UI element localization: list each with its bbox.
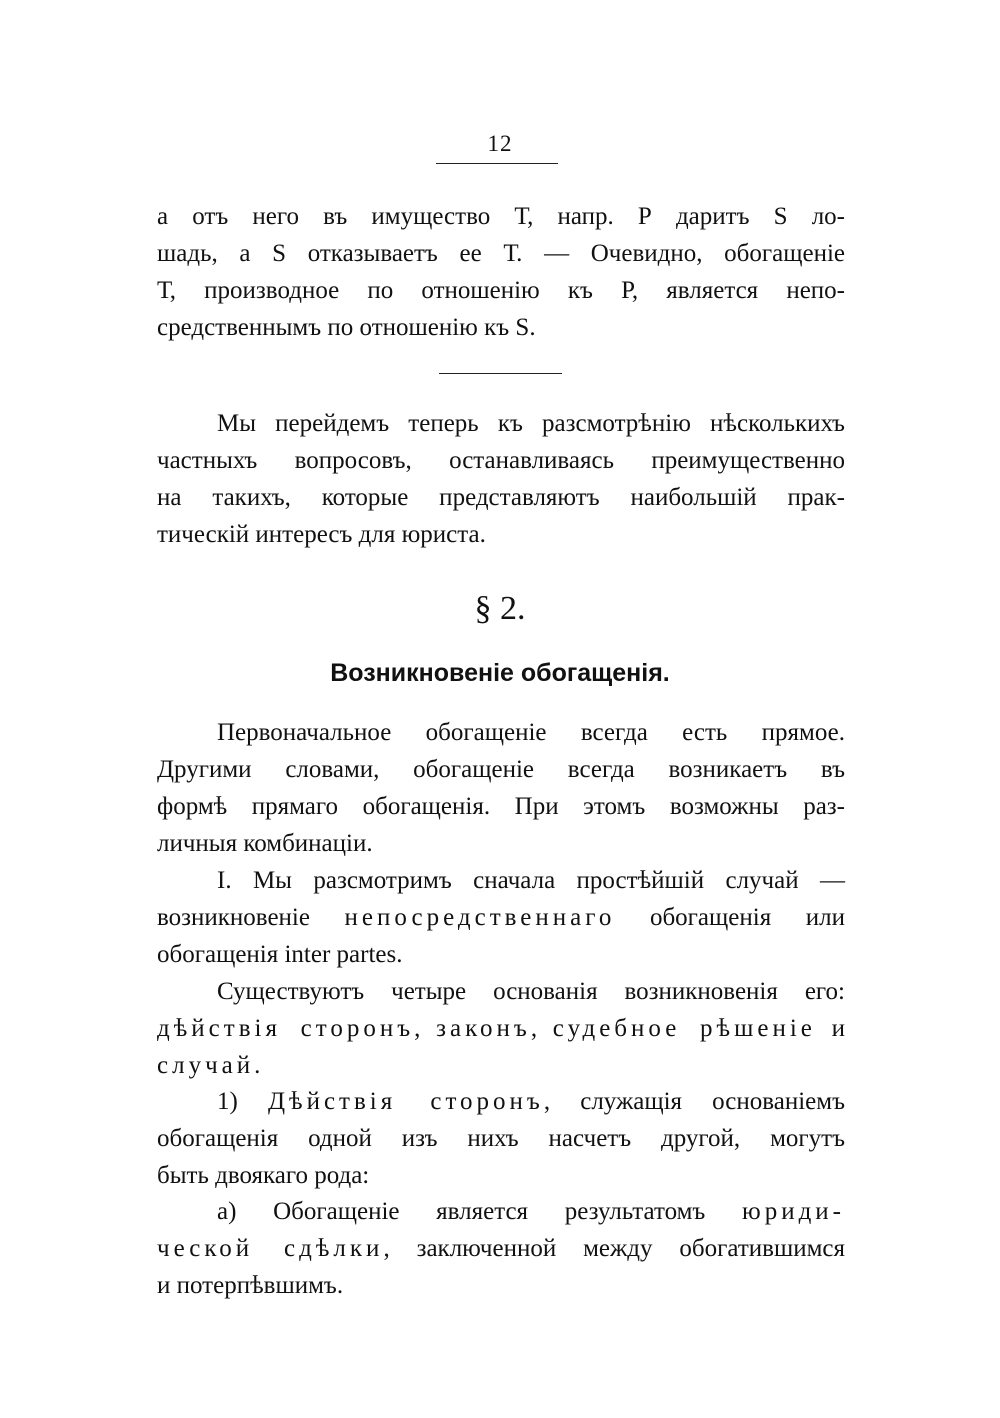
emphasized-text: непосредственнаго — [344, 904, 616, 931]
text-line — [157, 1047, 845, 1084]
paragraph-legal-transaction — [157, 1193, 845, 1304]
page-number: 12 — [487, 131, 513, 156]
paragraph-four-grounds — [157, 973, 845, 1084]
paragraph-direct-enrichment — [157, 714, 845, 862]
paragraph-transition — [157, 405, 845, 553]
paragraph-party-actions — [157, 1083, 845, 1194]
text-line — [157, 1010, 845, 1047]
text-line: быть двоякаго рода: — [157, 1162, 370, 1189]
text-line: Существуютъ четыре основанiя возникновенiя его: — [217, 978, 845, 1005]
text-fragment: 1) — [217, 1088, 268, 1115]
text-line: частныхъ вопросовъ, останавливаясь преимущественно — [157, 447, 845, 474]
header-rule — [436, 163, 558, 164]
text-line — [157, 1230, 845, 1267]
text-line: средственнымъ по отношенiю къ S. — [157, 314, 536, 341]
text-line: обогащенiя одной изъ нихъ насчетъ другой, могутъ — [157, 1125, 845, 1152]
text-fragment: , — [530, 1015, 553, 1042]
text-line: Т, производное по отношенiю къ Р, является непо- — [157, 277, 845, 304]
text-line — [157, 1193, 845, 1230]
text-line: шадь, а S отказываетъ ее Т. — Очевидно, обогащенiе — [157, 240, 845, 267]
emphasized-text: ческой сдѣлки — [157, 1235, 384, 1262]
text-line: а отъ него въ имущество Т, напр. Р даритъ S ло- — [157, 203, 845, 230]
section-divider-rule — [439, 373, 562, 374]
text-line — [157, 899, 845, 936]
text-line — [157, 1083, 845, 1120]
text-line: тическiй интересъ для юриста. — [157, 521, 486, 548]
text-line: I. Мы разсмотримъ сначала простѣйшiй случай — — [217, 867, 845, 894]
text-fragment: , служащiя основанiемъ — [543, 1088, 845, 1115]
text-fragment: возникновенiе — [157, 904, 345, 931]
emphasized-text: законъ — [436, 1015, 531, 1042]
text-fragment: , заключенной между обогатившимся — [383, 1235, 845, 1262]
emphasized-text: юриди- — [742, 1198, 845, 1225]
text-line: Мы перейдемъ теперь къ разсмотрѣнiю нѣсколькихъ — [217, 410, 845, 437]
paragraph-continuation — [157, 198, 845, 346]
emphasized-text: судебное рѣшенiе — [552, 1015, 816, 1042]
text-line: личныя комбинацiи. — [157, 830, 373, 857]
text-line: Первоначальное обогащенiе всегда есть прямое. — [217, 719, 845, 746]
text-fragment: и — [815, 1015, 845, 1042]
text-fragment: обогащенiя или — [615, 904, 845, 931]
emphasized-text: дѣйствiя сторонъ — [157, 1015, 415, 1042]
text-line: Другими словами, обогащенiе всегда возникаетъ въ — [157, 756, 845, 783]
emphasized-text: Дѣйствiя сторонъ — [267, 1088, 544, 1115]
section-title: Возникновенiе обогащенiя. — [330, 659, 670, 687]
text-line: обогащенiя inter partes. — [157, 941, 403, 968]
text-fragment: , — [414, 1015, 437, 1042]
text-line: формѣ прямаго обогащенiя. При этомъ возможны раз- — [157, 793, 845, 820]
emphasized-text: случай — [157, 1052, 255, 1079]
section-number: § 2. — [474, 590, 526, 627]
text-fragment: а) Обогащенiе является результатомъ — [217, 1198, 743, 1225]
text-line: и потерпѣвшимъ. — [157, 1272, 344, 1299]
paragraph-simplest-case — [157, 862, 845, 973]
text-line: на такихъ, которые представляютъ наибольшiй прак- — [157, 484, 845, 511]
text-fragment: . — [254, 1052, 261, 1079]
